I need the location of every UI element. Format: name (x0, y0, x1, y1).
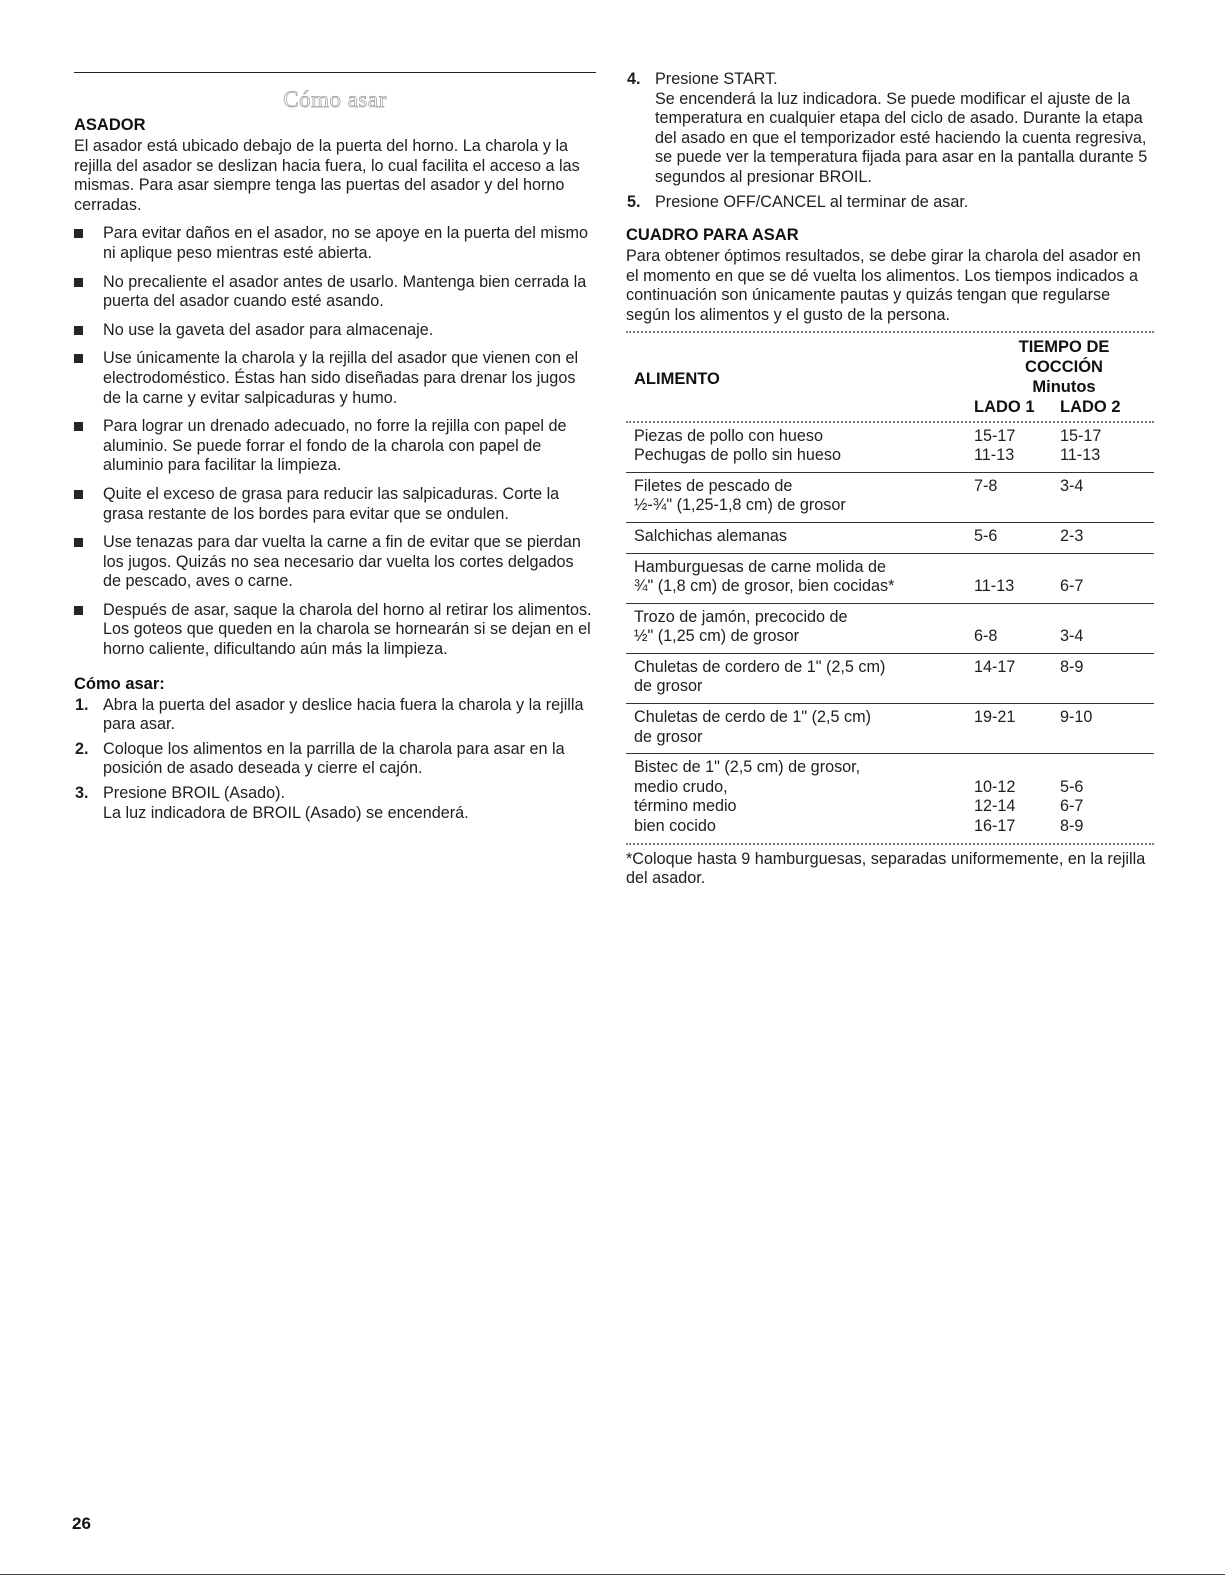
square-bullet-icon (74, 422, 83, 431)
page-number: 26 (72, 1514, 91, 1533)
square-bullet-icon (74, 606, 83, 615)
list-item: No precaliente el asador antes de usarlo. Mantenga bien cerrada la puerta del asador cuando esté asando. (74, 273, 596, 312)
table-row: Piezas de pollo con hueso Pechugas de pollo sin hueso 15-17 11-13 15-17 11-13 (626, 423, 1154, 473)
column-header-side1: LADO 1 (974, 397, 1035, 416)
dotted-rule-bottom (626, 843, 1154, 845)
step-item: 3. Presione BROIL (Asado). La luz indicadora de BROIL (Asado) se encenderá. (75, 784, 469, 822)
list-item: Para evitar daños en el asador, no se apoye en la puerta del mismo ni aplique peso mientras esté abierta. (74, 224, 596, 263)
step-item: 5. Presione OFF/CANCEL al terminar de asar. (627, 192, 969, 211)
table-row: Trozo de jamón, precocido de ½" (1,25 cm) de grosor 6-8 3-4 (626, 603, 1154, 653)
top-rule (74, 72, 596, 73)
list-item: Después de asar, saque la charola del horno al retirar los alimentos. Los goteos que queden en la charola se hornearán si se dejan en el horno caliente, dificultando aún más la limpieza. (74, 601, 596, 660)
bottom-rule (0, 1574, 1225, 1575)
list-item: Use únicamente la charola y la rejilla del asador que vienen con el electrodoméstico. Éstas han sido diseñadas para drenar los jugos de la carne y evitar salpicaduras y humo. (74, 349, 596, 408)
square-bullet-icon (74, 354, 83, 363)
square-bullet-icon (74, 278, 83, 287)
table-row: Chuletas de cerdo de 1" (2,5 cm) de grosor 19-21 9-10 (626, 704, 1154, 754)
table-row: Filetes de pescado de ½-¾" (1,25-1,8 cm) de grosor 7-8 3-4 (626, 472, 1154, 522)
column-header-unit: Minutos (1032, 377, 1096, 396)
asador-bullet-list (74, 224, 596, 659)
step-item: 4. Presione START. Se encenderá la luz indicadora. Se puede modificar el ajuste de la temperatura en cualquier etapa del ciclo de asado. Durante la etapa del asado en que el temporizador esté haciendo la cuenta regresiva, se puede ver la temperatura fijada para asar en la pantalla durante 5 segundos al presionar BROIL. (627, 70, 1148, 186)
list-item: Quite el exceso de grasa para reducir las salpicaduras. Corte la grasa restante de los bordes para evitar que se ondulen. (74, 485, 596, 524)
square-bullet-icon (74, 229, 83, 238)
list-item: No use la gaveta del asador para almacenaje. (74, 321, 596, 341)
step-item: 1. Abra la puerta del asador y deslice hacia fuera la charola y la rejilla para asar. (75, 695, 584, 734)
cuadro-heading: CUADRO PARA ASAR (626, 226, 799, 245)
steps-list-right (626, 70, 1154, 212)
asador-heading: ASADOR (74, 116, 146, 134)
list-item: Para lograr un drenado adecuado, no forre la rejilla con papel de aluminio. Se puede forrar el fondo de la charola con papel de aluminio para facilitar la limpieza. (74, 417, 596, 476)
step-item: 2. Coloque los alimentos en la parrilla de la charola para asar en la posición de asado deseada y cierre el cajón. (75, 739, 565, 778)
square-bullet-icon (74, 326, 83, 335)
table-row: Chuletas de cordero de 1" (2,5 cm) de grosor 14-17 8-9 (626, 653, 1154, 703)
column-header-side2: LADO 2 (1060, 397, 1121, 416)
asador-intro: El asador está ubicado debajo de la puerta del horno. La charola y la rejilla del asador se deslizan hacia fuera, lo cual facilita el acceso a las mismas. Para asar siempre tenga las puertas del asador y del horno cerradas. (74, 137, 580, 214)
table-row: Salchichas alemanas 5-6 2-3 (626, 522, 1154, 553)
footnote: *Coloque hasta 9 hamburguesas, separadas uniformemente, en la rejilla del asador. (626, 849, 1146, 888)
table-row: Hamburguesas de carne molida de ¾" (1,8 cm) de grosor, bien cocidas* 11-13 6-7 (626, 553, 1154, 603)
right-column (626, 68, 1154, 889)
cuadro-intro: Para obtener óptimos resultados, se debe girar la charola del asador en el momento en que se dé vuelta los alimentos. Los tiempos indicados a continuación son únicamente pautas y quizás tengan que regularse según los alimentos y el gusto de la persona. (626, 247, 1141, 324)
dotted-rule-top (626, 331, 1154, 333)
square-bullet-icon (74, 490, 83, 499)
column-header-time: TIEMPO DE COCCIÓN (1018, 337, 1110, 376)
broil-chart-table (626, 337, 1154, 843)
steps-list-left (74, 696, 596, 824)
column-header-food: ALIMENTO (634, 369, 720, 388)
table-row: Bistec de 1" (2,5 cm) de grosor, medio crudo, término medio bien cocido 10-12 12-14 16-17 5-6 6-7 8-9 (634, 758, 1084, 836)
list-item: Use tenazas para dar vuelta la carne a fin de evitar que se pierdan los jugos. Quizás no sea necesario dar vuelta los cortes delgados de pescado, aves o carne. (74, 533, 596, 592)
page-title: Cómo asar (283, 87, 387, 112)
left-column (74, 72, 596, 828)
square-bullet-icon (74, 538, 83, 547)
como-asar-heading: Cómo asar: (74, 674, 165, 693)
